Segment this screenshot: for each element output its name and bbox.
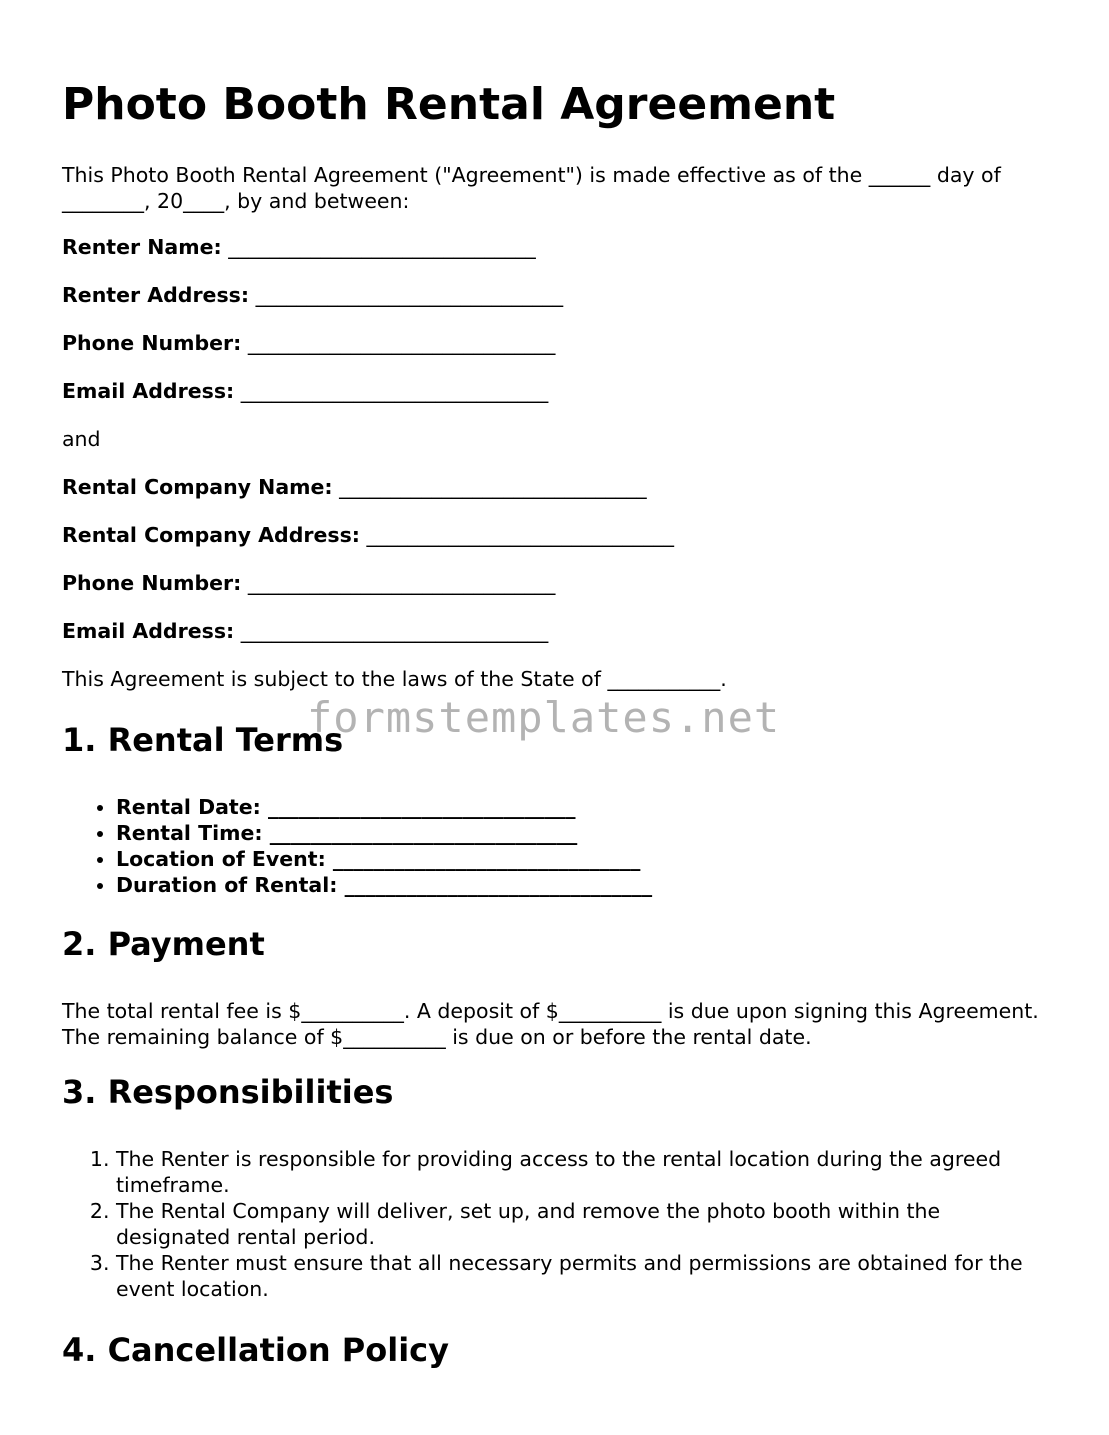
section-cancellation-heading: 4. Cancellation Policy — [62, 1331, 449, 1369]
watermark-text: formstemplates.net — [307, 693, 781, 742]
company-name-label: Rental Company Name: — [62, 475, 333, 499]
renter-email-label: Email Address: — [62, 379, 235, 403]
company-address-label: Rental Company Address: — [62, 523, 361, 547]
list-item: • Location of Event: ______________________________ — [116, 846, 1052, 872]
responsibilities-list — [62, 1146, 1052, 1302]
company-phone-blank: ______________________________ — [247, 571, 556, 595]
governing-law-text: This Agreement is subject to the laws of the State of ___________. — [62, 667, 727, 691]
company-phone-label: Phone Number: — [62, 571, 242, 595]
section-responsibilities-heading: 3. Responsibilities — [62, 1073, 394, 1111]
renter-phone-label: Phone Number: — [62, 331, 242, 355]
company-email-label: Email Address: — [62, 619, 235, 643]
renter-name-blank: ______________________________ — [228, 235, 536, 259]
renter-address-field — [62, 282, 1052, 308]
company-name-blank: ______________________________ — [339, 475, 647, 499]
list-item: 3. The Renter must ensure that all necessary permits and permissions are obtained for the event location. — [116, 1250, 1052, 1302]
rental-terms-list — [62, 794, 1052, 898]
section-payment-heading: 2. Payment — [62, 925, 265, 963]
renter-email-field — [62, 378, 1052, 404]
company-email-blank: ______________________________ — [240, 619, 549, 643]
company-address-blank: ______________________________ — [366, 523, 675, 547]
renter-phone-field — [62, 330, 1052, 356]
renter-address-blank: ______________________________ — [255, 283, 564, 307]
renter-name-field — [62, 234, 1052, 260]
renter-email-blank: ______________________________ — [240, 379, 549, 403]
company-name-field — [62, 474, 1052, 500]
company-email-field — [62, 618, 1052, 644]
list-item: • Rental Time: ______________________________ — [116, 820, 1052, 846]
document-title: Photo Booth Rental Agreement — [62, 79, 836, 130]
company-address-field — [62, 522, 1052, 548]
section-rental-terms-heading: 1. Rental Terms — [62, 721, 344, 759]
list-item: • Rental Date: ______________________________ — [116, 794, 1052, 820]
payment-paragraph: The total rental fee is $__________. A deposit of $__________ is due upon signing this Agreement. The remaining balance of $__________ is due on or before the rental date. — [62, 999, 1039, 1049]
renter-name-label: Renter Name: — [62, 235, 222, 259]
list-item: 2. The Rental Company will deliver, set up, and remove the photo booth within the designated rental period. — [116, 1198, 1052, 1250]
list-item: • Duration of Rental: ______________________________ — [116, 872, 1052, 898]
list-item: 1. The Renter is responsible for providing access to the rental location during the agreed timeframe. — [116, 1146, 1052, 1198]
intro-paragraph: This Photo Booth Rental Agreement ("Agreement") is made effective as of the ______ day of ________, 20____, by and between: — [62, 163, 1001, 213]
renter-phone-blank: ______________________________ — [247, 331, 556, 355]
renter-address-label: Renter Address: — [62, 283, 250, 307]
and-text: and — [62, 427, 101, 451]
company-phone-field — [62, 570, 1052, 596]
